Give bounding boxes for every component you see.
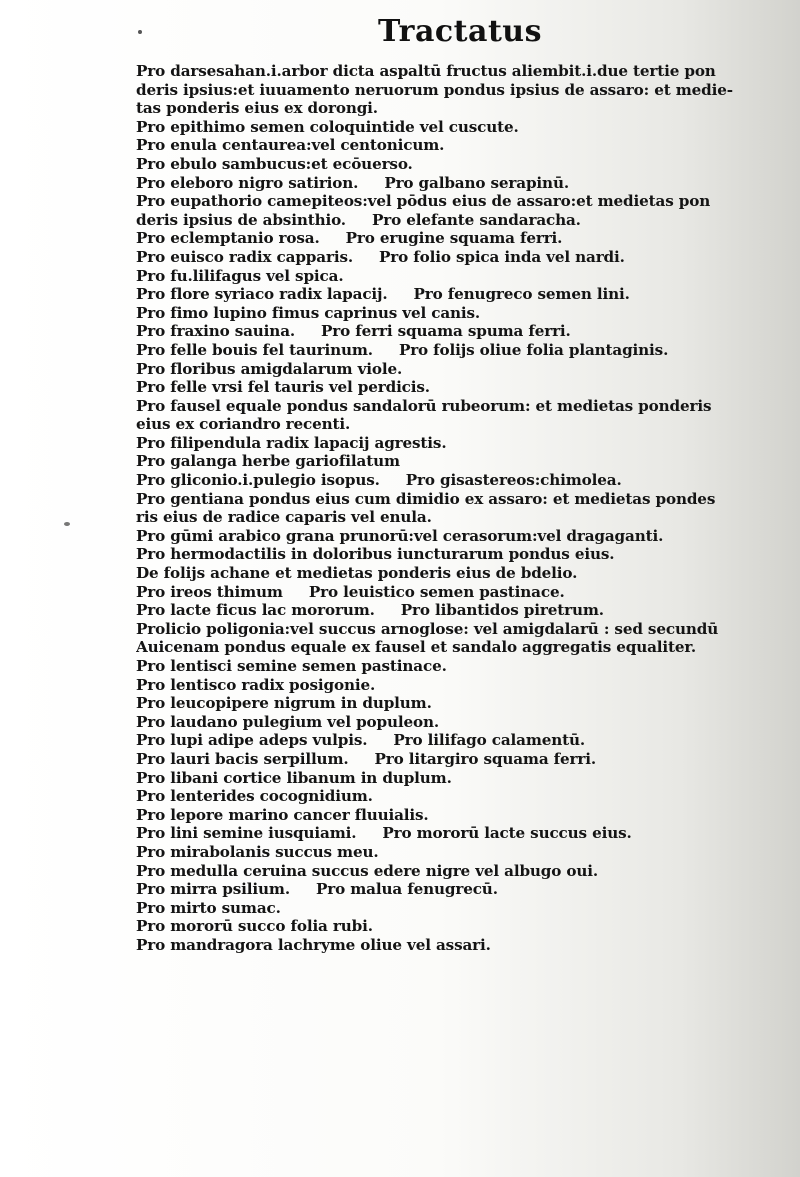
text-segment: Pro enula centaurea:vel centonicum. xyxy=(136,136,445,155)
text-segment: Pro lini semine iusquiami. xyxy=(136,824,357,843)
text-line xyxy=(136,267,768,286)
text-line xyxy=(136,583,768,602)
text-segment: Pro gūmi arabico grana prunorū:vel cerasorum:vel dragaganti. xyxy=(136,526,664,545)
text-segment: Pro lentisco radix posigonie. xyxy=(136,675,376,694)
text-line xyxy=(136,81,768,100)
text-segment: Pro lenterides cocognidium. xyxy=(136,787,373,806)
text-segment: Pro libantidos piretrum. xyxy=(400,601,604,620)
text-line xyxy=(136,862,768,881)
text-line xyxy=(136,62,768,81)
text-segment: Pro lauri bacis serpillum. xyxy=(136,749,349,768)
text-line xyxy=(136,211,768,230)
text-segment: Pro epithimo semen coloquintide vel cuscute. xyxy=(136,117,519,136)
text-line xyxy=(136,434,768,453)
text-line xyxy=(136,880,768,899)
text-line xyxy=(136,843,768,862)
text-segment: Pro gentiana pondus eius cum dimidio ex assaro: et medietas pondes xyxy=(136,489,716,508)
text-line xyxy=(136,769,768,788)
text-line xyxy=(136,731,768,750)
text-segment: Pro gliconio.i.pulegio isopus. xyxy=(136,471,380,490)
text-line xyxy=(136,174,768,193)
text-segment: Pro euisco radix capparis. xyxy=(136,247,353,266)
text-segment: deris ipsius de absinthio. xyxy=(136,210,346,229)
text-segment: Pro fimo lupino fimus caprinus vel canis. xyxy=(136,303,481,322)
text-segment: deris ipsius:et iuuamento neruorum pondus ipsius de assaro: et medie- xyxy=(136,80,733,99)
text-segment: De folijs achane et medietas ponderis eius de bdelio. xyxy=(136,564,578,583)
text-line xyxy=(136,304,768,323)
text-line xyxy=(136,229,768,248)
text-line xyxy=(136,601,768,620)
text-segment: Pro gisastereos:chimolea. xyxy=(405,471,622,490)
text-segment: Pro folijs oliue folia plantaginis. xyxy=(398,340,669,359)
text-line xyxy=(136,397,768,416)
ink-speck xyxy=(138,30,142,34)
text-segment: Pro ebulo sambucus:et ecōuerso. xyxy=(136,154,413,173)
text-line xyxy=(136,155,768,174)
text-segment: Pro lepore marino cancer fluuialis. xyxy=(136,805,429,824)
text-segment: Pro leuistico semen pastinace. xyxy=(308,582,565,601)
text-segment: Pro fausel equale pondus sandalorū rubeorum: et medietas ponderis xyxy=(136,396,712,415)
text-line xyxy=(136,360,768,379)
text-line xyxy=(136,620,768,639)
text-segment: ris eius de radice caparis vel enula. xyxy=(136,508,432,527)
text-line xyxy=(136,415,768,434)
text-line xyxy=(136,341,768,360)
text-line xyxy=(136,638,768,657)
text-segment: Pro hermodactilis in doloribus iuncturarum pondus eius. xyxy=(136,545,615,564)
text-line xyxy=(136,508,768,527)
text-line xyxy=(136,527,768,546)
text-segment: Pro ireos thimum xyxy=(136,582,283,601)
text-segment: Pro malua fenugrecū. xyxy=(316,880,498,899)
text-segment: Pro laudano pulegium vel populeon. xyxy=(136,712,440,731)
text-line xyxy=(136,787,768,806)
text-segment: Pro lupi adipe adeps vulpis. xyxy=(136,731,368,750)
text-segment: Pro galanga herbe gariofilatum xyxy=(136,452,400,471)
text-line xyxy=(136,471,768,490)
text-segment: Pro mororū lacte succus eius. xyxy=(382,824,632,843)
text-segment: Pro mirra psilium. xyxy=(136,880,290,899)
text-segment: Pro filipendula radix lapacij agrestis. xyxy=(136,433,447,452)
text-segment: Pro ferri squama spuma ferri. xyxy=(321,322,571,341)
text-line xyxy=(136,285,768,304)
text-line xyxy=(136,917,768,936)
text-segment: Pro galbano serapinū. xyxy=(384,173,569,192)
text-line xyxy=(136,248,768,267)
text-segment: Auicenam pondus equale ex fausel et sandalo aggregatis equaliter. xyxy=(136,638,697,657)
text-segment: Pro mororū succo folia rubi. xyxy=(136,917,373,936)
text-line xyxy=(136,545,768,564)
text-segment: Pro fenugreco semen lini. xyxy=(413,285,630,304)
text-line xyxy=(136,694,768,713)
text-segment: Prolicio poligonia:vel succus arnoglose: vel amigdalarū : sed secundū xyxy=(136,619,719,638)
text-line xyxy=(136,899,768,918)
text-segment: tas ponderis eius ex dorongi. xyxy=(136,99,378,118)
text-segment: Pro libani cortice libanum in duplum. xyxy=(136,768,452,787)
text-line xyxy=(136,322,768,341)
text-segment: Pro eupathorio camepiteos:vel pōdus eius de assaro:et medietas pon xyxy=(136,192,711,211)
text-segment: Pro eclemptanio rosa. xyxy=(136,229,320,248)
text-segment: Pro mirabolanis succus meu. xyxy=(136,842,379,861)
text-line xyxy=(136,806,768,825)
text-segment: Pro darsesahan.i.arbor dicta aspaltū fructus aliembit.i.due tertie pon xyxy=(136,62,716,80)
text-segment: Pro lentisci semine semen pastinace. xyxy=(136,657,447,675)
text-line xyxy=(136,452,768,471)
text-line xyxy=(136,99,768,118)
text-segment: Pro medulla ceruina succus edere nigre vel albugo oui. xyxy=(136,861,599,880)
text-segment: Pro mirto sumac. xyxy=(136,898,281,917)
text-line xyxy=(136,936,768,955)
text-segment: Pro folio spica inda vel nardi. xyxy=(378,247,625,266)
text-segment: eius ex coriandro recenti. xyxy=(136,415,351,434)
text-segment: Pro felle vrsi fel tauris vel perdicis. xyxy=(136,378,430,397)
text-line xyxy=(136,750,768,769)
text-line xyxy=(136,192,768,211)
text-segment: Pro mandragora lachryme oliue vel assari. xyxy=(136,935,491,954)
text-line xyxy=(136,378,768,397)
ink-speck xyxy=(64,522,70,526)
text-line xyxy=(136,676,768,695)
text-line xyxy=(136,824,768,843)
text-segment: Pro leucopipere nigrum in duplum. xyxy=(136,694,432,713)
text-line xyxy=(136,118,768,137)
text-block xyxy=(136,62,768,955)
text-line xyxy=(136,657,768,676)
text-segment: Pro erugine squama ferri. xyxy=(345,229,563,248)
text-line xyxy=(136,713,768,732)
text-segment: Pro lilifago calamentū. xyxy=(393,731,586,750)
text-segment: Pro litargiro squama ferri. xyxy=(374,749,597,768)
text-segment: Pro fu.lilifagus vel spica. xyxy=(136,266,344,285)
text-line xyxy=(136,564,768,583)
text-segment: Pro floribus amigdalarum viole. xyxy=(136,359,403,378)
text-line xyxy=(136,490,768,509)
text-segment: Pro fraxino sauina. xyxy=(136,322,296,341)
text-segment: Pro elefante sandaracha. xyxy=(371,210,581,229)
running-title: Tractatus xyxy=(378,14,543,49)
text-segment: Pro flore syriaco radix lapacij. xyxy=(136,285,388,304)
text-segment: Pro eleboro nigro satirion. xyxy=(136,173,359,192)
text-segment: Pro lacte ficus lac mororum. xyxy=(136,601,375,620)
text-line xyxy=(136,136,768,155)
text-segment: Pro felle bouis fel taurinum. xyxy=(136,340,373,359)
